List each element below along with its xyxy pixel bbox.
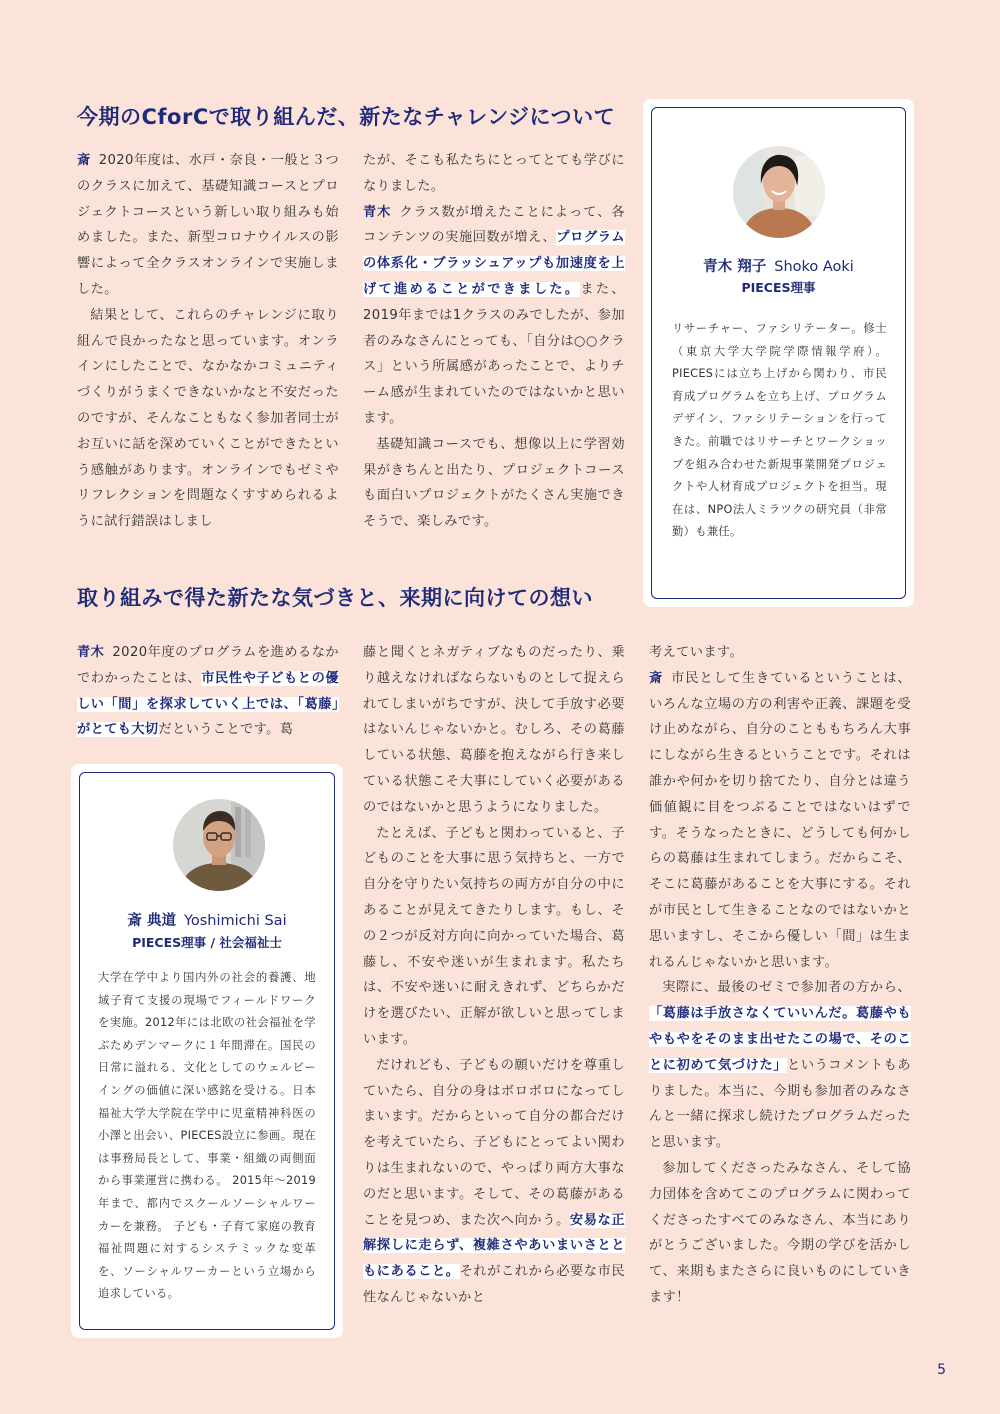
- paragraph: 結果として、これらのチャレンジに取り組んで良かったなと思っています。オンラインにしたことで、なかなかコミュニティづくりがうまくできないかなと不安だったのですが、そんなこともなく参加者同士がお互いに話を深めていくことができたという感触があります。オンラインでもゼミやリフレクションを問題なくすすめられるように試行錯誤はしまし: [77, 307, 339, 530]
- highlight-text: 市民性や子どもとの優しい「間」を探求していく上では、「葛藤」がとても大切: [77, 670, 339, 738]
- article-column-2: [363, 640, 625, 1311]
- paragraph: 考えています。: [649, 645, 744, 660]
- profile-card-aoki: [643, 99, 914, 607]
- paragraph-text: また、2019年までは1クラスのみでしたが、参加者のみなさんにとっても、「自分は○○クラス」という所属感があったことで、よりチーム感が生まれていたのではないかと思います。: [363, 281, 625, 426]
- speaker-label: 斎: [649, 670, 664, 686]
- paragraph: 参加してくださったみなさん、そして協力団体を含めてこのプログラムに関わってくださったすべてのみなさん、本当にありがとうございました。今期の学びを活かして、来期もまたさらに良いものにしていきます！: [649, 1160, 911, 1305]
- article-column-1: [77, 640, 339, 743]
- paragraph-text: 2020年度のプログラムを進めるなかでわかったことは、: [77, 645, 339, 686]
- paragraph: 藤と聞くとネガティブなものだったり、乗り越えなければならないものとして捉えられてしまいがちですが、決して手放す必要はないんじゃないかと。むしろ、その葛藤している状態、葛藤を抱えながら行き来している状態こそ大事にしていく必要があるのではないかと思うようになりました。: [363, 645, 625, 815]
- profile-card-frame: [651, 107, 906, 599]
- page-number: 5: [937, 1362, 946, 1378]
- paragraph-text: だけれども、子どもの願いだけを尊重していたら、自分の身はボロボロになってしまいます。だからといって自分の都合だけを考えていたら、子どもにとってよい関わりは生まれないので、やっぱり両方大事なのだと思います。そして、その葛藤があることを見つめ、また次へ向かう。: [363, 1057, 625, 1228]
- paragraph-text: 実際に、最後のゼミで参加者の方から、: [662, 980, 911, 996]
- avatar: [733, 146, 825, 238]
- name-en: Yoshimichi Sai: [183, 913, 287, 929]
- speaker-label: 青木: [363, 204, 392, 220]
- name-ja: 青木 翔子: [703, 259, 767, 275]
- article-column-1: [77, 148, 339, 535]
- paragraph: 2020年度は、水戸・奈良・一般と３つのクラスに加えて、基礎知識コースとプロジェクトコースという新しい取り組みも始めました。また、新型コロナウイルスの影響によって全クラスオンラインで実施しました。: [77, 153, 339, 297]
- paragraph-text: というコメントもありました。本当に、今期も参加者のみなさんと一緒に探求し続けたプログラムだったと思います。: [649, 1057, 912, 1151]
- paragraph: たが、そこも私たちにとってとても学びになりました。: [363, 153, 625, 194]
- speaker-label: 青木: [77, 645, 105, 660]
- paragraph-text: それがこれから必要な市民性なんじゃないかと: [363, 1264, 625, 1305]
- paragraph: 基礎知識コースでも、想像以上に学習効果がきちんと出たり、プロジェクトコースも面白いプロジェクトがたくさん実施できそうで、楽しみです。: [363, 436, 625, 530]
- avatar: [173, 799, 265, 891]
- highlight-text: 「葛藤は手放さなくていいんだ。葛藤やもやもやをそのまま出せたこの場で、そのことに初めて気づけた」: [649, 1006, 911, 1073]
- profile-name: [80, 909, 334, 930]
- article-column-3: [649, 640, 911, 1311]
- profile-role: PIECES理事: [741, 280, 816, 295]
- name-ja: 斎 典道: [127, 913, 176, 929]
- article-column-2: [363, 148, 625, 535]
- profile-role: PIECES理事 / 社会福祉士: [132, 935, 282, 950]
- section-heading-challenges: 今期のCforCで取り組んだ、新たなチャレンジについて: [77, 105, 616, 129]
- profile-name: [652, 255, 905, 276]
- profile-bio: リサーチャー、ファシリテーター。修士（東京大学大学院学際情報学府）。PIECESには立ち上げから関わり、市民育成プログラムを立ち上げ、プログラムデザイン、ファシリテーションを行ってきた。前職ではリサーチとワークショップを組み合わせた新規事業開発プロジェクトや人材育成プロジェクトを担当。現在は、NPO法人ミラツクの研究員（非常勤）も兼任。: [672, 322, 887, 539]
- paragraph-text: だということです。葛: [158, 722, 294, 738]
- highlight-text: プログラムの体系化・ブラッシュアップも加速度を上げて進めることができました。: [363, 230, 625, 297]
- paragraph: たとえば、子どもと関わっていると、子どものことを大事に思う気持ちと、一方で自分を守りたい気持ちの両方が自分の中にあることが見えてきたりします。もし、その２つが反対方向に向かっていた場合、葛藤し、不安や迷いが生まれます。私たちは、不安や迷いに耐えきれず、どちらかだけを選びたい、正解が欲しいと思ってしまいます。: [363, 825, 625, 1047]
- name-en: Shoko Aoki: [774, 259, 854, 275]
- profile-card-frame: [79, 772, 335, 1330]
- profile-bio: 大学在学中より国内外の社会的養護、地域子育て支援の現場でフィールドワークを実施。2012年には北欧の社会福祉を学ぶためデンマークに１年間滞在。国民の日常に溢れる、文化としてのウェルビーイングの価値に深い感銘を受ける。日本福祉大学大学院在学中に児童精神科医の小澤と出会い、PIECES設立に参画。現在は事務局長として、事業・組織の両側面から事業運営に携わる。 2015年〜2019年まで、都内でスクールソーシャルワーカーを兼務。 子ども・子育て家庭の教育福祉問題に対するシステミックな変革を、ソーシャルワーカーという立場から追求している。: [98, 971, 316, 1301]
- speaker-label: 斎: [77, 153, 91, 168]
- section-heading-insights: 取り組みで得た新たな気づきと、来期に向けての想い: [77, 586, 593, 610]
- paragraph-text: 市民として生きているということは、いろんな立場の方の利害や正義、課題を受け止めながら、自分のことももちろん大事にしながら生きるということです。それは誰かや何かを切り捨てたり、自分とは違う価値観に目をつぶることではないはずです。そうなったときに、どうしても何かしらの葛藤は生まれてしまう。だからこそ、そこに葛藤があることを大事にする。それが市民として生きることなのではないかと思いますし、そこから優しい「間」は生まれるんじゃないかと思います。: [649, 670, 911, 970]
- profile-card-sai: [71, 764, 343, 1338]
- paragraph-text: クラス数が増えたことによって、各コンテンツの実施回数が増え、: [363, 204, 625, 246]
- highlight-text: 安易な正解探しに走らず、複雑さやあいまいさとともにあること。: [363, 1212, 625, 1280]
